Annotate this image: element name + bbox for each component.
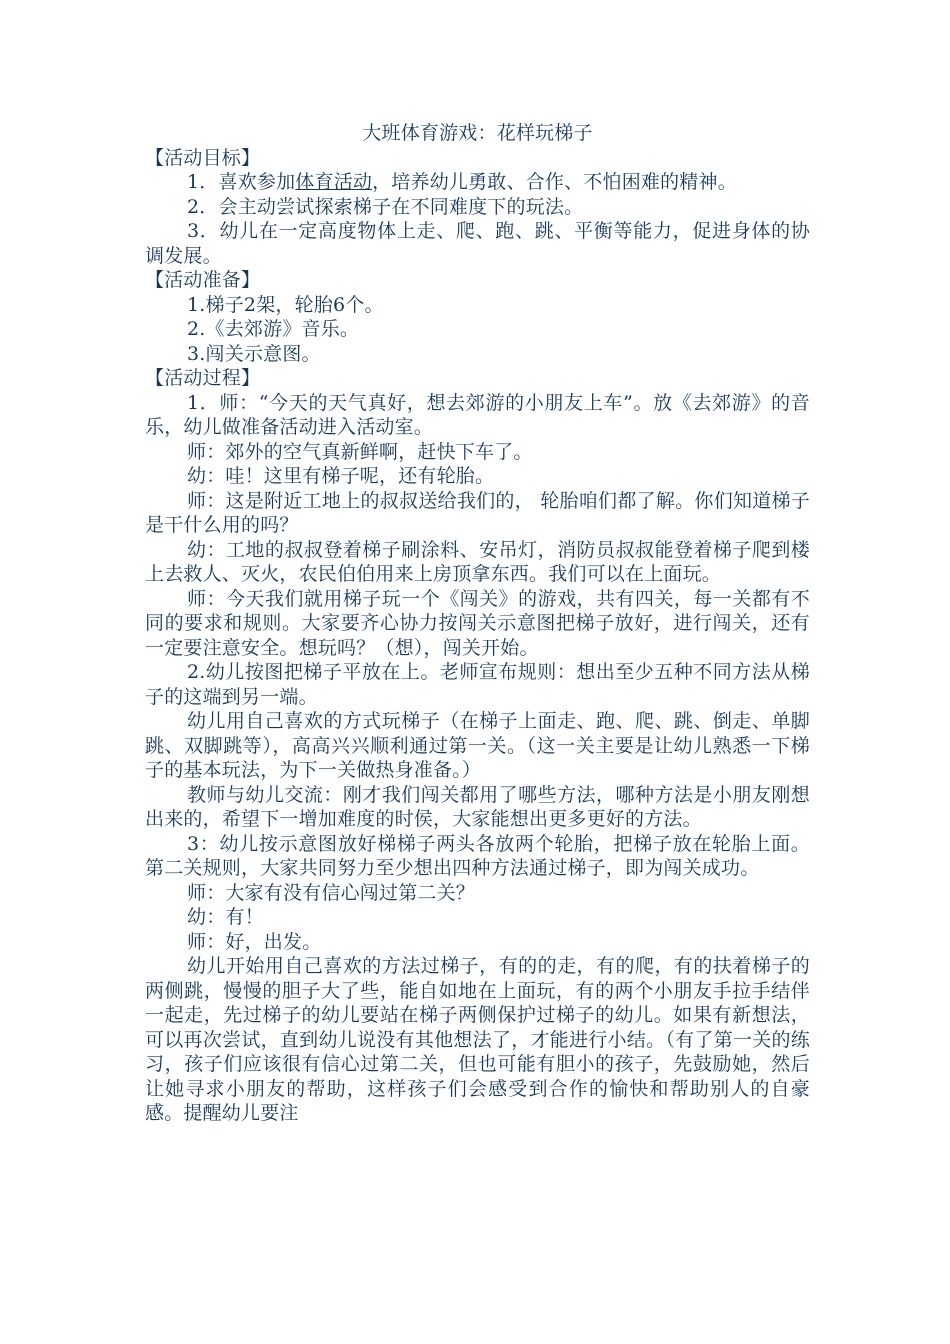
process-paragraph: 3：幼儿按示意图放好梯梯子两头各放两个轮胎，把梯子放在轮胎上面。第二关规则，大家共同努力至少想出四种方法通过梯子，即为闯关成功。 — [145, 832, 810, 879]
goal-item-2: 2．会主动尝试探索梯子在不同难度下的玩法。 — [187, 195, 584, 218]
process-paragraph: 师：大家有没有信心闯过第二关？ — [187, 881, 476, 904]
goal-item-1 — [145, 170, 810, 195]
process-paragraph: 幼：工地的叔叔登着梯子刷涂料、安吊灯，消防员叔叔能登着梯子爬到楼上去救人、灭火，农民伯伯用来上房顶拿东西。我们可以在上面玩。 — [145, 538, 810, 585]
process-paragraph: 幼儿用自己喜欢的方式玩梯子（在梯子上面走、跑、爬、跳、倒走、单脚跳、双脚跳等），高高兴兴顺利通过第一关。（这一关主要是让幼儿熟悉一下梯子的基本玩法，为下一关做热身准备。） — [145, 710, 810, 781]
process-paragraph: 师：郊外的空气真新鲜啊，赶快下车了。 — [187, 440, 533, 463]
process-paragraph: 教师与幼儿交流：刚才我们闯关都用了哪些方法，哪种方法是小朋友刚想出来的，希望下一增加难度的时侯，大家能想出更多更好的方法。 — [145, 783, 810, 830]
section-heading-process: 【活动过程】 — [145, 367, 261, 389]
prep-item-2: 2.《去郊游》音乐。 — [187, 318, 360, 340]
process-paragraph: 2.幼儿按图把梯子平放在上。老师宣布规则：想出至少五种不同方法从梯子的这端到另一端。 — [145, 661, 810, 708]
process-paragraph: 师：今天我们就用梯子玩一个《闯关》的游戏，共有四关，每一关都有不同的要求和规则。大家要齐心协力按闯关示意图把梯子放好，进行闯关，还有一定要注意安全。想玩吗？（想），闯关开始。 — [145, 587, 810, 659]
process-paragraph: 幼：有！ — [187, 906, 264, 928]
prep-item-3: 3.闯关示意图。 — [187, 342, 321, 365]
process-paragraph: 师：好，出发。 — [187, 930, 322, 953]
document-title: 大班体育游戏：花样玩梯子 — [362, 122, 593, 144]
process-paragraph: 师：这是附近工地上的叔叔送给我们的， 轮胎咱们都了解。你们知道梯子是干什么用的吗？ — [145, 489, 810, 536]
section-heading-prep: 【活动准备】 — [145, 269, 261, 291]
goal-item-1-prefix: 1．喜欢参加 — [187, 171, 296, 193]
process-paragraph: 幼儿开始用自己喜欢的方法过梯子，有的的走，有的爬，有的扶着梯子的两侧跳，慢慢的胆子大了些，能自如地在上面玩，有的两个小朋友手拉手结伴一起走，先过梯子的幼儿要站在梯子两侧保护过梯子的幼儿。如果有新想法，可以再次尝试，直到幼儿说没有其他想法了，才能进行小结。（有了第一关的练习，孩子们应该很有信心过第二关，但也可能有胆小的孩子，先鼓励她，然后让她寻求小朋友的帮助，这样孩子们会感受到合作的愉快和帮助别人的自豪感。提醒幼儿要注 — [145, 955, 810, 1124]
section-heading-goals: 【活动目标】 — [145, 146, 261, 169]
goal-item-1-suffix: ，培养幼儿勇敢、合作、不怕困难的精神。 — [372, 171, 737, 193]
sports-activity-link[interactable]: 体育活动 — [295, 171, 373, 193]
process-paragraph: 1．师：“今天的天气真好，想去郊游的小朋友上车”。放《去郊游》的音乐，幼儿做准备活动进入活动室。 — [145, 391, 810, 438]
process-paragraph: 幼：哇！这里有梯子呢，还有轮胎。 — [187, 465, 495, 487]
document-page — [145, 121, 810, 1126]
goal-item-3: 3．幼儿在一定高度物体上走、爬、跑、跳、平衡等能力，促进身体的协调发展。 — [145, 220, 810, 267]
prep-item-1: 1.梯子2架，轮胎6个。 — [187, 293, 384, 316]
